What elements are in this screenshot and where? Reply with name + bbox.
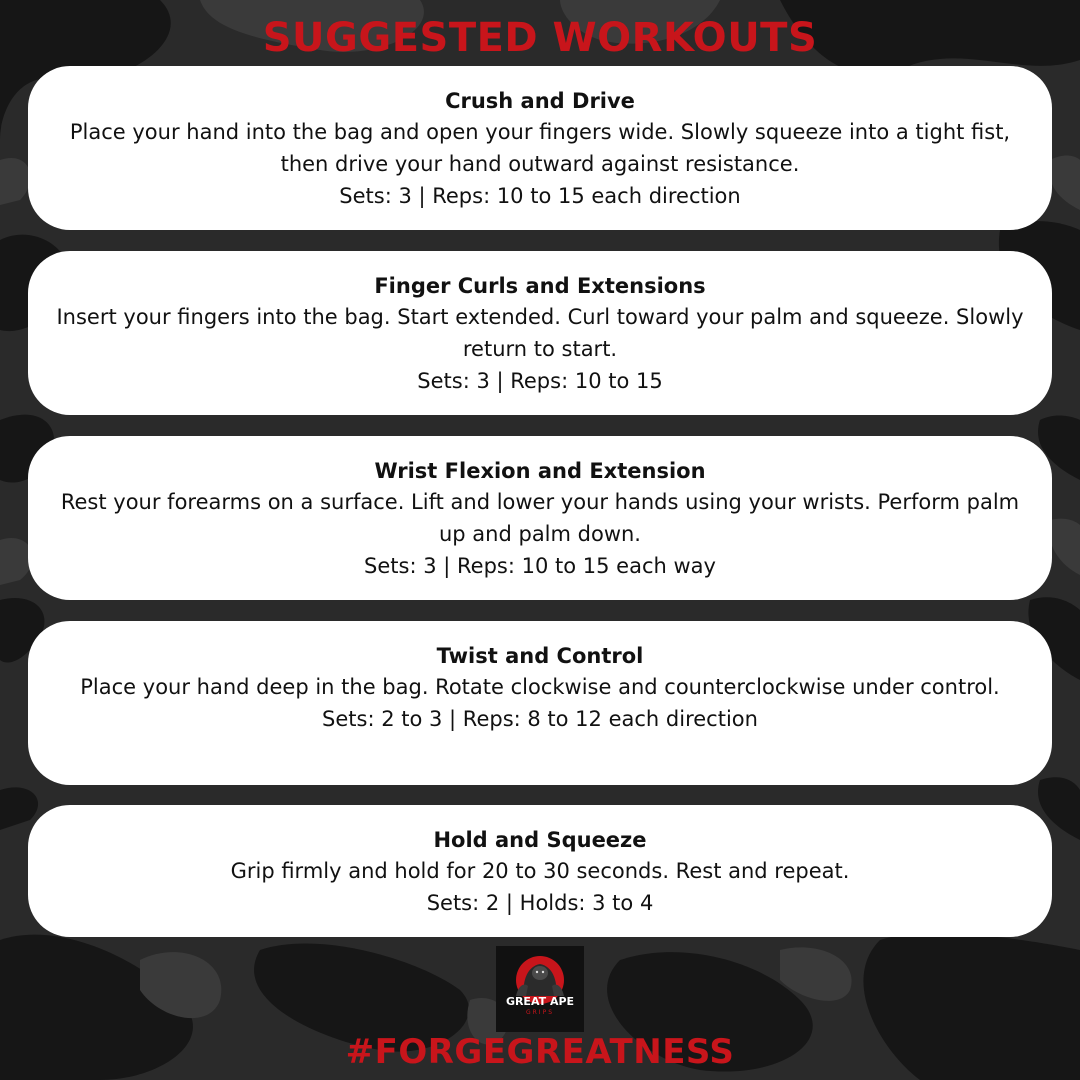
logo-name: GREAT APE <box>505 995 575 1008</box>
workout-title: Finger Curls and Extensions <box>374 274 706 298</box>
workout-sets: Sets: 3 | Reps: 10 to 15 <box>417 369 663 393</box>
workout-sets: Sets: 2 to 3 | Reps: 8 to 12 each direction <box>322 707 758 731</box>
workout-card-crush-and-drive <box>28 66 1052 230</box>
workout-card-twist-and-control <box>28 621 1052 785</box>
workout-sets: Sets: 2 | Holds: 3 to 4 <box>426 891 654 915</box>
workout-description: Rest your forearms on a surface. Lift and lower your hands using your wrists. Perform palm up and palm down. <box>60 490 1020 546</box>
footer-hashtag: #FORGEGREATNESS <box>345 1032 735 1072</box>
brand-logo <box>496 946 584 1032</box>
workout-description: Insert your fingers into the bag. Start extended. Curl toward your palm and squeeze. Slowly return to start. <box>56 305 1024 361</box>
workout-card-finger-curls <box>28 251 1052 415</box>
workout-card-hold-and-squeeze <box>28 805 1052 937</box>
workout-title: Twist and Control <box>436 644 644 668</box>
gorilla-icon <box>496 946 584 1032</box>
workout-title: Wrist Flexion and Extension <box>374 459 706 483</box>
workout-description: Place your hand into the bag and open your fingers wide. Slowly squeeze into a tight fist, then drive your hand outward against resistance. <box>69 120 1011 176</box>
workout-sets: Sets: 3 | Reps: 10 to 15 each direction <box>339 184 741 208</box>
workout-description: Place your hand deep in the bag. Rotate clockwise and counterclockwise under control. <box>80 675 1000 699</box>
workout-title: Hold and Squeeze <box>433 828 647 852</box>
page-title: SUGGESTED WORKOUTS <box>262 15 818 61</box>
workout-title: Crush and Drive <box>445 89 635 113</box>
workout-card-wrist-flexion <box>28 436 1052 600</box>
logo-sub: GRIPS <box>525 1009 554 1016</box>
workout-description: Grip firmly and hold for 20 to 30 seconds. Rest and repeat. <box>230 859 850 883</box>
workout-sets: Sets: 3 | Reps: 10 to 15 each way <box>364 554 716 578</box>
